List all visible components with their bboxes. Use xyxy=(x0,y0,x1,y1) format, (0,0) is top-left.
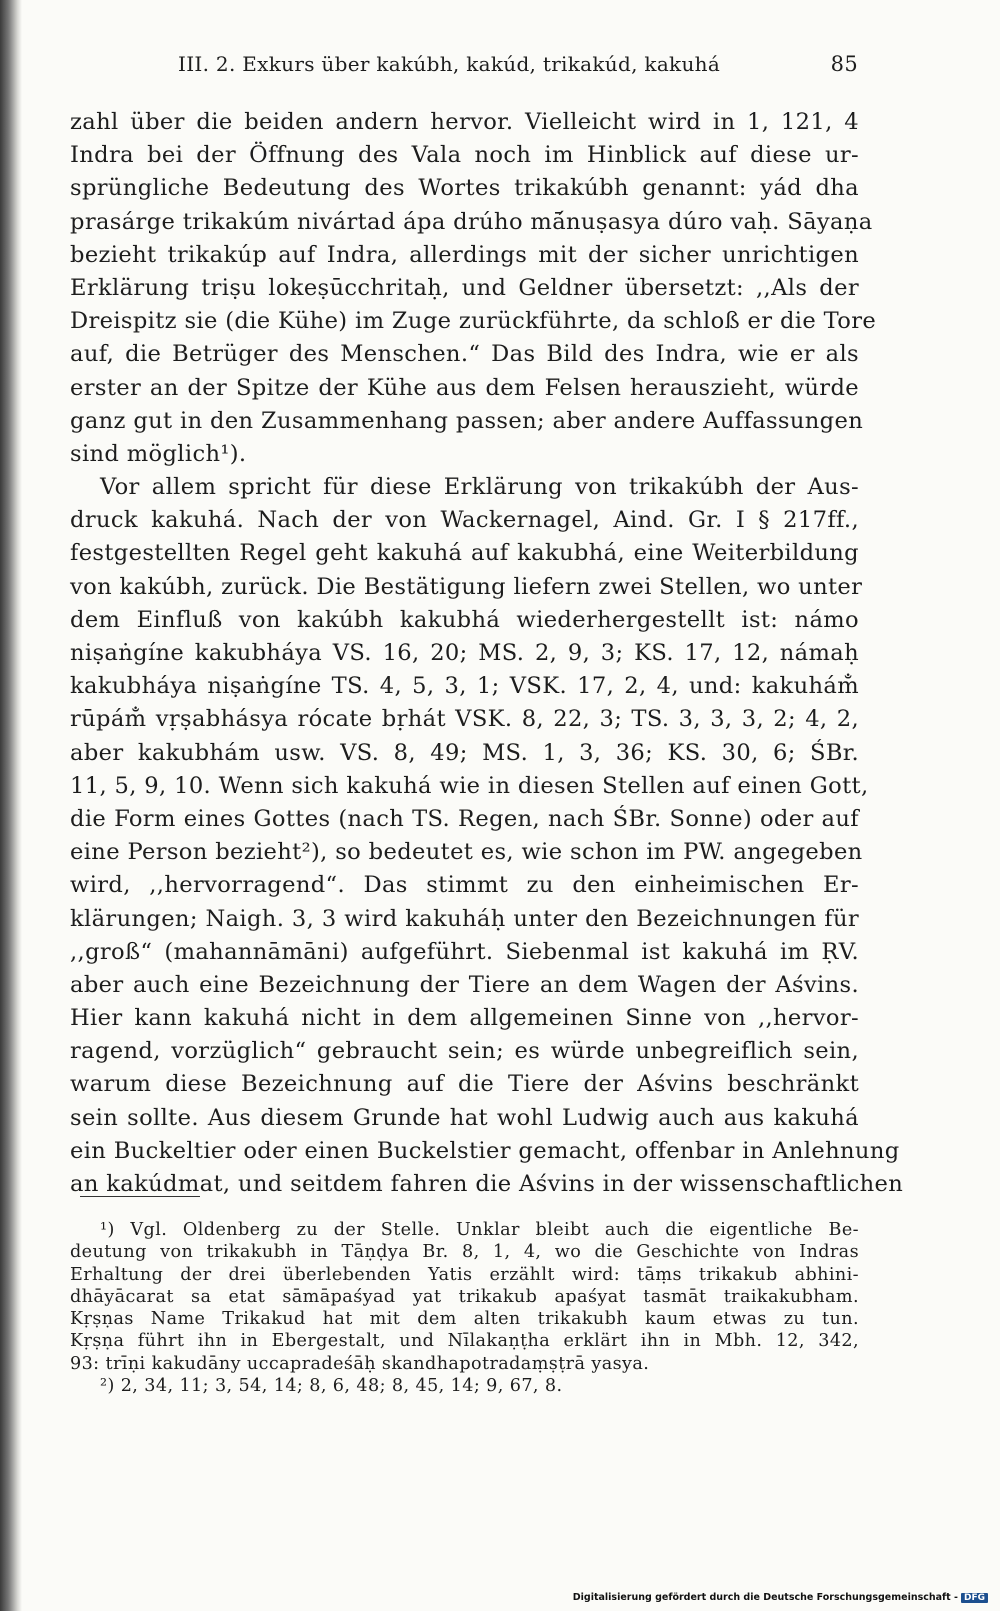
footnote-line: ¹) Vgl. Oldenberg zu der Stelle. Unklar bleibt auch die eigentliche Be- xyxy=(100,1220,859,1240)
text-line: prasárge trikakúm nivártad ápa drúho mā́nuṣasya dúro vaḥ. Sāyaṇa xyxy=(70,208,873,235)
text-line: druck kakuhá. Nach der von Wackernagel, Aind. Gr. I § 217ff., xyxy=(70,507,859,534)
footnote-line: 93: trīṇi kakudāny uccapradeśāḥ skandhapotradaṃṣṭrā yasya. xyxy=(70,1353,650,1374)
text-line: aber auch eine Bezeichnung der Tiere an dem Wagen der Aśvins. xyxy=(70,971,859,998)
footnote-line: Kṛṣṇa führt ihn in Ebergestalt, und Nīlakaṇṭha erklärt ihn in Mbh. 12, 342, xyxy=(70,1331,859,1352)
footnote-line: Kṛṣṇas Name Trikakud hat mit dem alten trikakubh kaum etwas zu tun. xyxy=(70,1309,859,1330)
text-line: ragend, vorzüglich“ gebraucht sein; es würde unbegreiflich sein, xyxy=(70,1038,859,1065)
text-line: dem Einfluß von kakúbh kakubhá wiederhergestellt ist: námo xyxy=(70,606,859,633)
text-line: sind möglich¹). xyxy=(70,440,247,467)
text-line: rūpám̐ vṛṣabhásya rócate bṛhát VSK. 8, 22, 3; TS. 3, 3, 3, 2; 4, 2, xyxy=(70,706,859,733)
digitization-notice xyxy=(573,1592,988,1603)
main-text xyxy=(70,106,904,1201)
text-line: kakubháya niṣaṅgíne TS. 4, 5, 3, 1; VSK. 17, 2, 4, und: kakuhám̐ xyxy=(70,673,859,700)
text-line: die Form eines Gottes (nach TS. Regen, nach ŚBr. Sonne) oder auf xyxy=(70,805,859,832)
footnote-line: deutung von trikakubh in Tāṇḍya Br. 8, 1, 4, wo die Geschichte von Indras xyxy=(70,1242,859,1263)
footnote-line: Erhaltung der drei überlebenden Yatis erzählt wird: tāṃs trikakub abhini- xyxy=(70,1264,859,1285)
running-title: III. 2. Exkurs über kakúbh, kakúd, trikakúd, kakuhá xyxy=(178,52,721,76)
text-line: Dreispitz sie (die Kühe) im Zuge zurückführte, da schloß er die Tore xyxy=(70,308,877,335)
footnotes xyxy=(70,1219,859,1397)
text-line: ein Buckeltier oder einen Buckelstier gemacht, offenbar in Anlehnung xyxy=(70,1137,900,1164)
text-line: Erklärung triṣu lokeṣūcchritaḥ, und Geldner übersetzt: ,,Als der xyxy=(70,274,859,301)
dfg-logo: DFG xyxy=(961,1593,988,1603)
text-line: ,,groß“ (mahannāmāni) aufgeführt. Siebenmal ist kakuhá im ṚV. xyxy=(70,938,859,965)
book-spine-shadow xyxy=(0,0,22,1611)
text-line: Vor allem spricht für diese Erklärung von trikakúbh der Aus- xyxy=(100,474,859,501)
text-line: warum diese Bezeichnung auf die Tiere der Aśvins beschränkt xyxy=(70,1071,859,1098)
text-line: eine Person bezieht²), so bedeutet es, wie schon im PW. angegeben xyxy=(70,839,863,866)
text-line: festgestellten Regel geht kakuhá auf kakubhá, eine Weiterbildung xyxy=(70,540,859,567)
text-line: klärungen; Naigh. 3, 3 wird kakuháḥ unter den Bezeichnungen für xyxy=(70,905,859,932)
footnote-line: ²) 2, 34, 11; 3, 54, 14; 8, 6, 48; 8, 45, 14; 9, 67, 8. xyxy=(100,1376,563,1397)
text-line: ganz gut in den Zusammenhang passen; aber andere Auffassungen xyxy=(70,407,864,434)
page-number: 85 xyxy=(830,52,858,76)
text-line: sein sollte. Aus diesem Grunde hat wohl Ludwig auch aus kakuhá xyxy=(70,1104,859,1131)
text-line: sprüngliche Bedeutung des Wortes trikakúbh genannt: yád dha xyxy=(70,175,859,202)
text-line: Hier kann kakuhá nicht in dem allgemeinen Sinne von ,,hervor- xyxy=(70,1005,859,1032)
text-line: erster an der Spitze der Kühe aus dem Felsen herauszieht, würde xyxy=(70,374,859,401)
text-line: bezieht trikakúp auf Indra, allerdings mit der sicher unrichtigen xyxy=(70,241,859,268)
text-line: Indra bei der Öffnung des Vala noch im Hinblick auf diese ur- xyxy=(70,142,859,169)
footnote-line: dhāyācarat sa etat sāmāpaśyad yat trikakub apaśyat tasmāt traikakubham. xyxy=(70,1286,859,1307)
text-line: von kakúbh, zurück. Die Bestätigung liefern zwei Stellen, wo unter xyxy=(70,573,863,600)
text-line: wird, ,,hervorragend“. Das stimmt zu den einheimischen Er- xyxy=(70,872,859,899)
text-line: 11, 5, 9, 10. Wenn sich kakuhá wie in diesen Stellen auf einen Gott, xyxy=(70,772,869,799)
text-line: an kakúdmat, und seitdem fahren die Aśvins in der wissenschaftlichen xyxy=(70,1171,904,1197)
text-line: auf, die Betrüger des Menschen.“ Das Bild des Indra, wie er als xyxy=(70,341,859,368)
footnote-rule xyxy=(80,1196,200,1197)
running-header xyxy=(178,48,858,82)
text-line: aber kakubhám usw. VS. 8, 49; MS. 1, 3, 36; KS. 30, 6; ŚBr. xyxy=(70,739,859,766)
funding-notice: Digitalisierung gefördert durch die Deutsche Forschungsgemeinschaft - xyxy=(572,1592,958,1603)
text-line: niṣaṅgíne kakubháya VS. 16, 20; MS. 2, 9, 3; KS. 17, 12, námaḥ xyxy=(70,640,859,666)
text-line: zahl über die beiden andern hervor. Vielleicht wird in 1, 121, 4 xyxy=(70,109,859,135)
